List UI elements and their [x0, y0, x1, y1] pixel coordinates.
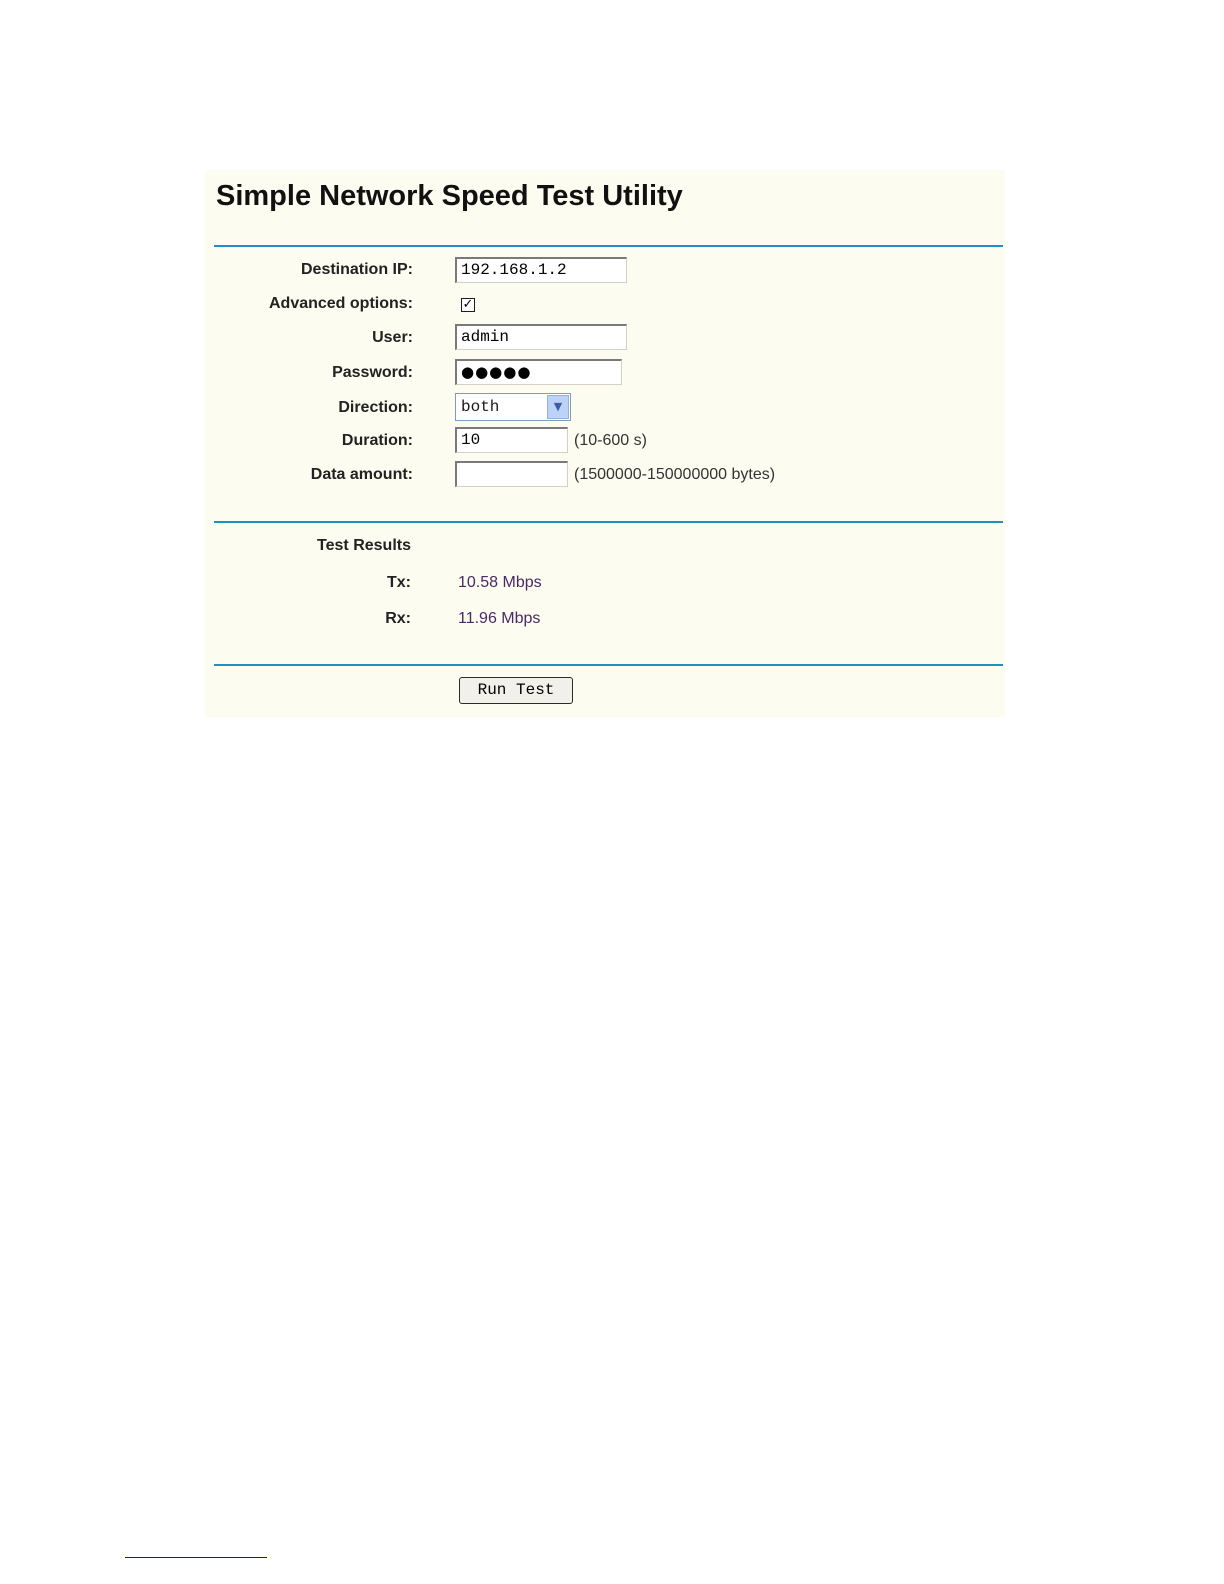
user-label: User:: [372, 329, 413, 346]
checkmark-icon: ✓: [462, 297, 474, 312]
section-divider-middle: [214, 521, 1003, 523]
tx-label: Tx:: [387, 574, 411, 591]
page-title: Simple Network Speed Test Utility: [216, 180, 683, 212]
section-divider-top: [214, 245, 1003, 247]
section-divider-bottom: [214, 664, 1003, 666]
speed-test-panel: [205, 170, 1005, 717]
test-results-heading: Test Results: [317, 537, 411, 554]
destination-ip-input[interactable]: 192.168.1.2: [455, 257, 627, 283]
duration-label: Duration:: [341, 432, 413, 449]
advanced-options-checkbox[interactable]: [461, 298, 475, 312]
tx-value: 10.58 Mbps: [458, 574, 542, 591]
password-label: Password:: [332, 364, 413, 381]
password-input[interactable]: ●●●●●: [455, 359, 622, 385]
chevron-down-icon[interactable]: ▼: [547, 395, 569, 419]
user-input[interactable]: admin: [455, 324, 627, 350]
data-amount-label: Data amount:: [310, 466, 413, 483]
advanced-options-label: Advanced options:: [268, 295, 413, 312]
rx-label: Rx:: [385, 610, 411, 627]
duration-input[interactable]: 10: [455, 427, 568, 453]
duration-hint: (10-600 s): [574, 432, 647, 449]
direction-selected-value: both: [461, 398, 500, 416]
footer-underline: [125, 1557, 267, 1558]
direction-select[interactable]: [455, 393, 571, 421]
destination-ip-label: Destination IP:: [300, 261, 413, 278]
run-test-button[interactable]: Run Test: [459, 677, 573, 704]
rx-value: 11.96 Mbps: [458, 610, 541, 627]
data-amount-hint: (1500000-150000000 bytes): [574, 466, 776, 483]
data-amount-input[interactable]: [455, 461, 568, 487]
direction-label: Direction:: [338, 399, 413, 416]
